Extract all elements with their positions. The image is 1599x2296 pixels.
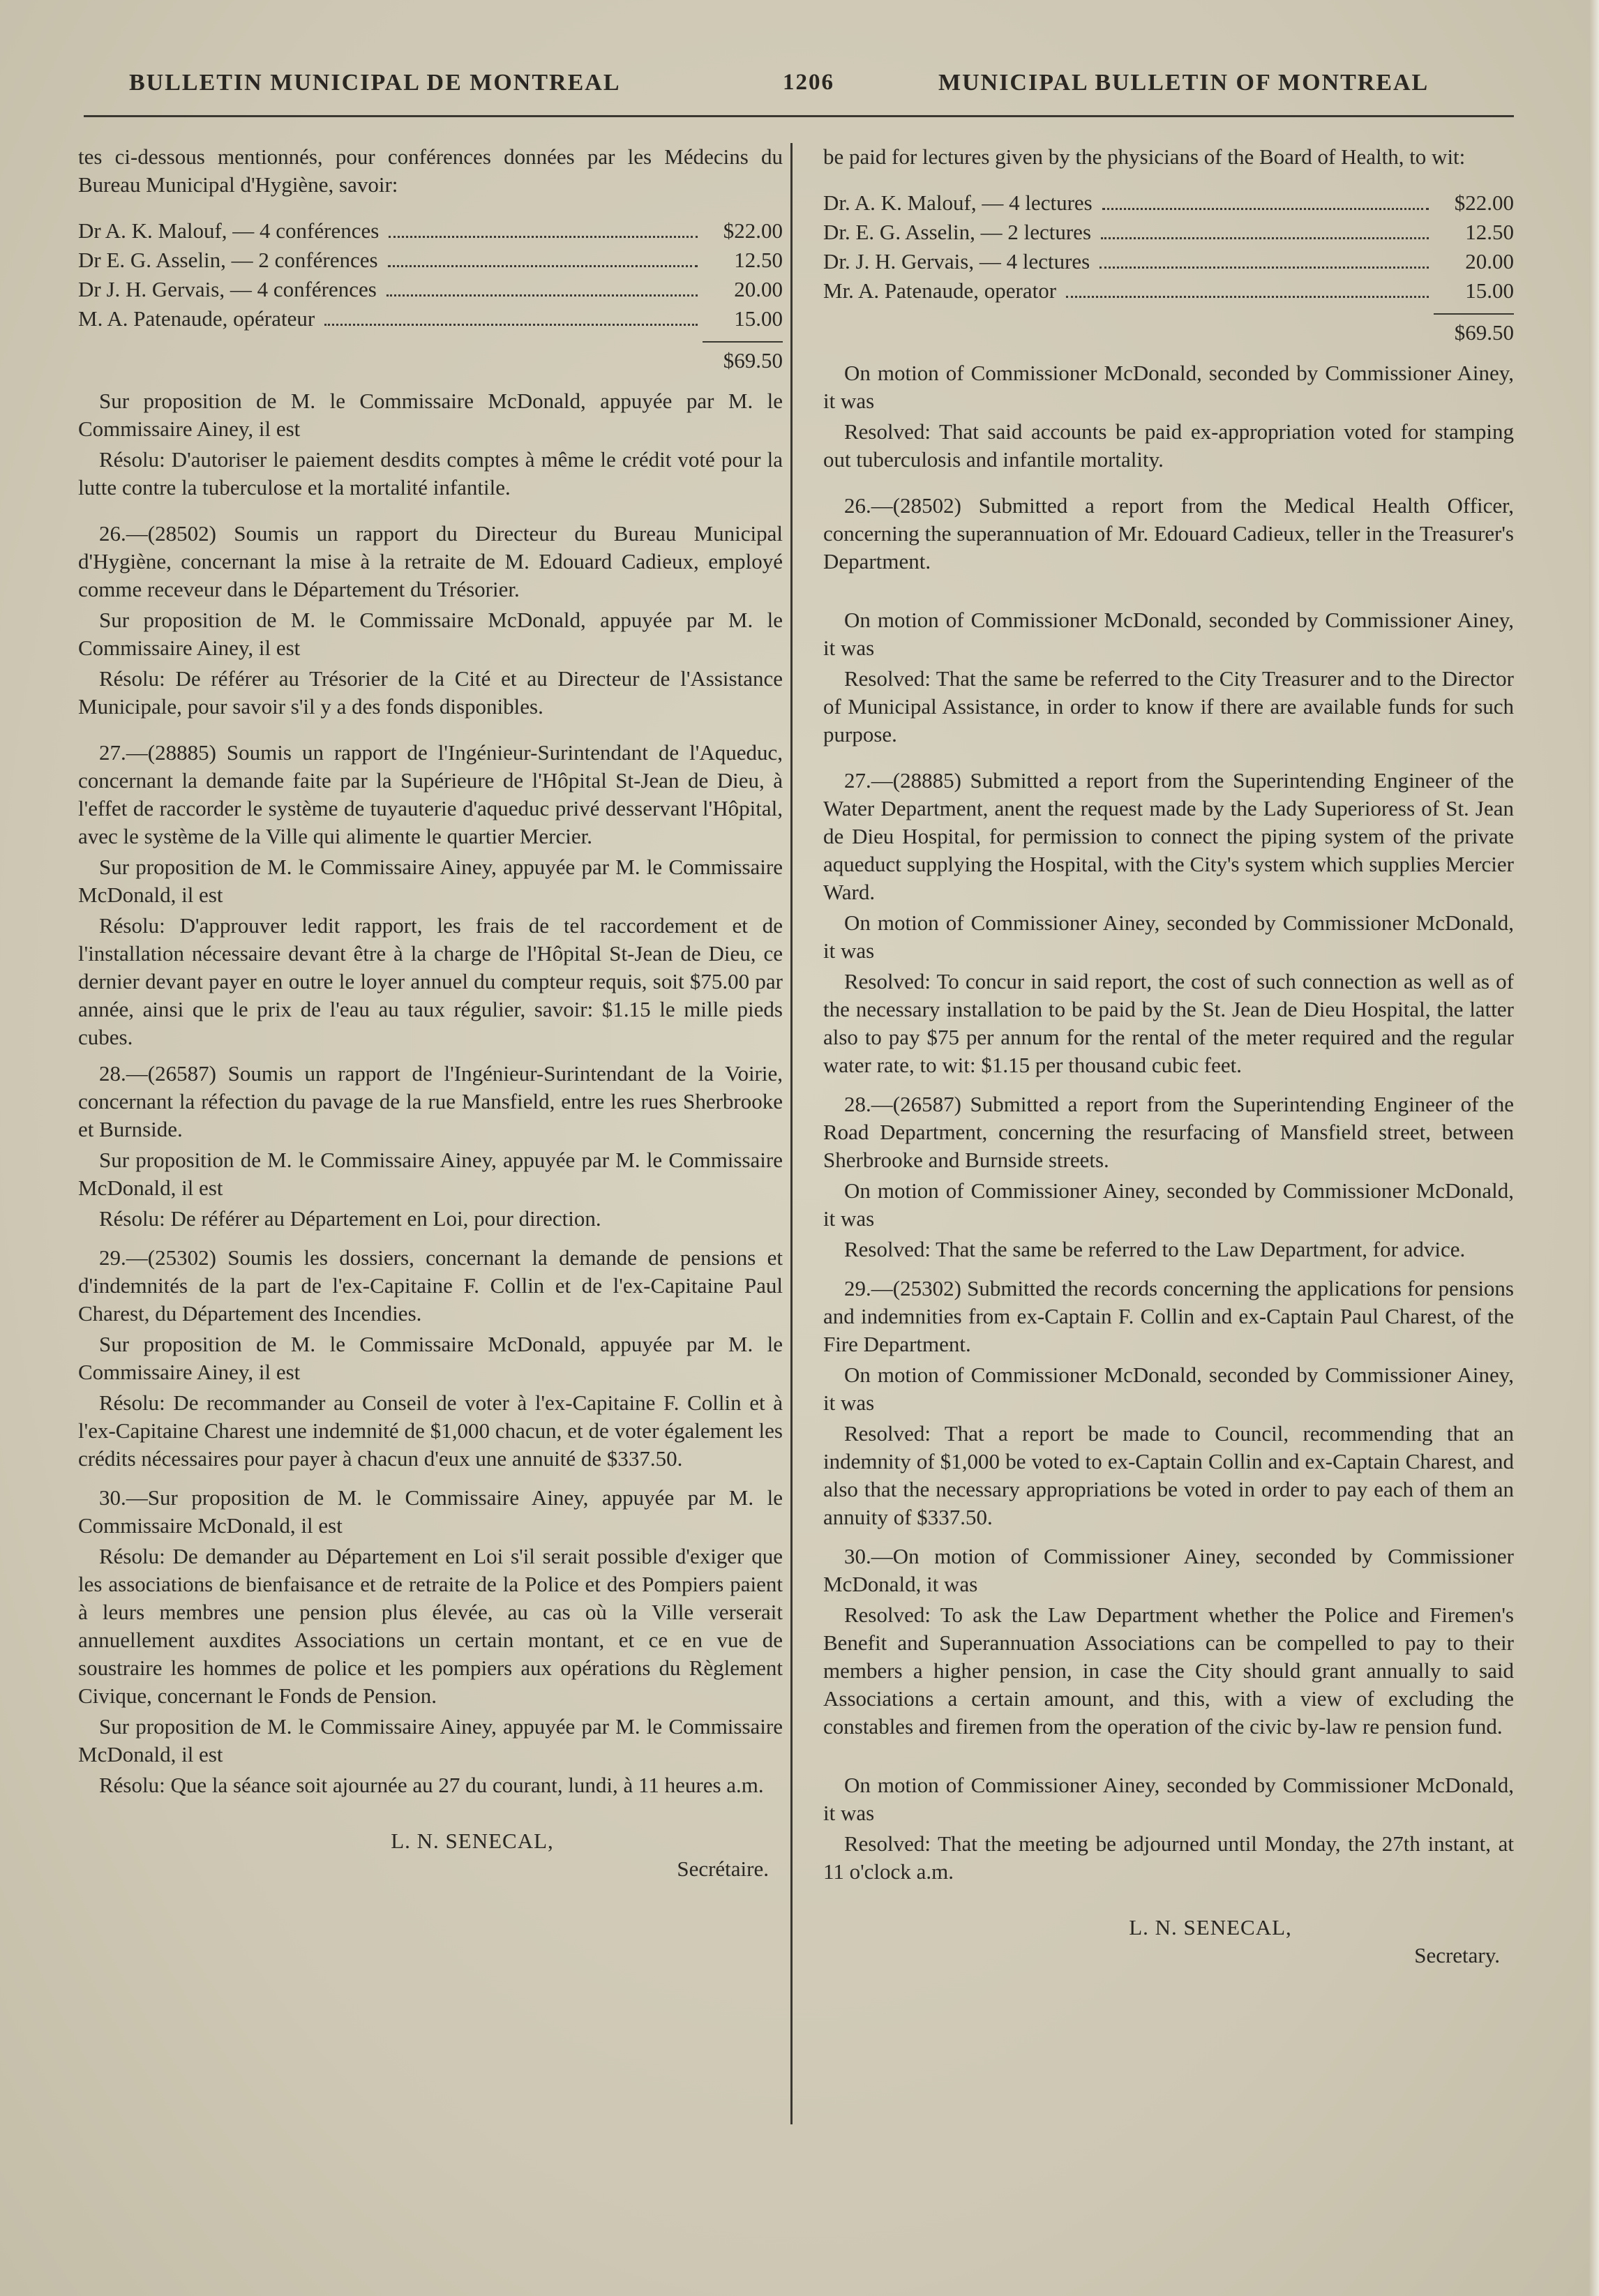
en-fee-amount: 12.50 (1465, 220, 1514, 244)
fr-motion: Sur proposition de M. le Commissaire McDonald, appuyée par M. le Commissaire Ainey, il est (78, 608, 783, 660)
fr-item-29: 29.—(25302) Soumis les dossiers, concernant la demande de pensions et d'indemnités de la part de l'ex-Capitaine F. Collin et de l'ex-Capitaine Paul Charest, du Département des Incendies. (78, 1245, 783, 1326)
leader-dots (1066, 296, 1429, 298)
en-fee-amount: $22.00 (1454, 190, 1514, 215)
leader-dots (386, 294, 698, 297)
fr-item-27: 27.—(28885) Soumis un rapport de l'Ingénieur-Surintendant de l'Aqueduc, concernant la demande faite par la Supérieure de l'Hôpital St-Jean de Dieu, à l'effet de raccorder le système de tuyauterie d'aqueduc privé desservant l'Hôpital, avec le système de la Ville qui alimente le quartier Mercier. (78, 740, 783, 848)
fr-fee-name: Dr E. G. Asselin, — 2 conférences (78, 248, 378, 272)
english-column (823, 143, 1514, 1969)
leader-dots (1099, 267, 1429, 269)
en-item-30: 30.—On motion of Commissioner Ainey, seconded by Commissioner McDonald, it was (823, 1544, 1514, 1596)
en-item-27: 27.—(28885) Submitted a report from the Superintending Engineer of the Water Department, anent the request made by the Lady Superioress of St. Jean de Dieu Hospital, for permission to connect the piping system of the private aqueduct supplying the Hospital, with the City's system which supplies Mercier Ward. (823, 768, 1514, 904)
fr-fee-row (78, 305, 783, 334)
fr-signature (78, 1827, 783, 1883)
secretary-name: L. N. SENECAL, (1129, 1915, 1292, 1939)
en-fee-row (823, 248, 1514, 277)
en-motion: On motion of Commissioner McDonald, seconded by Commissioner Ainey, it was (823, 608, 1514, 660)
fr-resolution: Résolu: De référer au Trésorier de la Cité et au Directeur de l'Assistance Municipale, pour savoir s'il y a des fonds disponibles. (78, 666, 783, 719)
fr-fee-name: Dr J. H. Gervais, — 4 conférences (78, 277, 377, 301)
en-motion: On motion of Commissioner McDonald, seconded by Commissioner Ainey, it was (823, 1363, 1514, 1415)
en-resolution: Resolved: To ask the Law Department whether the Police and Firemen's Benefit and Superannuation Associations can be compelled to pay to their members a higher pension, in case the City should grant annually to said Associations a certain amount, and this, with a view of excluding the constables and firemen from the operation of the civic by-law re pension fund. (823, 1603, 1514, 1739)
header-english-title: MUNICIPAL BULLETIN OF MONTREAL (938, 70, 1429, 96)
fr-fee-amount: $22.00 (723, 218, 783, 243)
fr-resolution: Résolu: De recommander au Conseil de voter à l'ex-Capitaine F. Collin et à l'ex-Capitaine Charest une indemnité de $1,000 chacun, et de voter également les crédits nécessaires pour payer à chacun d'eux une annuité de $337.50. (78, 1390, 783, 1471)
leader-dots (388, 265, 698, 267)
en-resolution: Resolved: That the same be referred to the City Treasurer and to the Director of Municipal Assistance, in order to know if there are available funds for such purpose. (823, 666, 1514, 746)
fr-fee-list (78, 217, 783, 379)
fr-resolution: Résolu: De demander au Département en Loi s'il serait possible d'exiger que les associations de bienfaisance et de retraite de la Police et des Pompiers paient à leurs membres une pension plus élevée, au cas où la Ville verserait annuellement auxdites Associations un certain montant, et ce en vue de soustraire les hommes de police et les pompiers aux opérations du Règlement Civique, concernant le Fonds de Pension. (78, 1544, 783, 1708)
fr-fee-row (78, 217, 783, 246)
fr-fee-amount: 12.50 (734, 248, 783, 272)
en-fee-name: Mr. A. Patenaude, operator (823, 278, 1057, 303)
page-edge (1589, 0, 1599, 2296)
secretary-title: Secretary. (1414, 1943, 1500, 1967)
fr-fee-name: M. A. Patenaude, opérateur (78, 306, 315, 331)
en-fee-name: Dr. E. G. Asselin, — 2 lectures (823, 220, 1092, 244)
en-motion: On motion of Commissioner Ainey, seconded by Commissioner McDonald, it was (823, 1178, 1514, 1231)
fr-item-26: 26.—(28502) Soumis un rapport du Directeur du Bureau Municipal d'Hygiène, concernant la mise à la retraite de M. Edouard Cadieux, employé comme receveur dans le Département du Trésorier. (78, 521, 783, 601)
fr-fee-name: Dr A. K. Malouf, — 4 conférences (78, 218, 380, 243)
secretary-name: L. N. SENECAL, (391, 1829, 554, 1853)
fr-intro: tes ci-dessous mentionnés, pour conférences données par les Médecins du Bureau Municipal d'Hygiène, savoir: (78, 144, 783, 197)
fr-motion: Sur proposition de M. le Commissaire Ainey, appuyée par M. le Commissaire McDonald, il est (78, 855, 783, 907)
secretary-title: Secrétaire. (677, 1856, 769, 1881)
en-fee-amount: 15.00 (1465, 278, 1514, 303)
fr-fee-total: $69.50 (723, 348, 783, 373)
leader-dots (1101, 237, 1429, 239)
en-fee-list (823, 189, 1514, 351)
leader-dots (389, 236, 698, 238)
fr-fee-amount: 15.00 (734, 306, 783, 331)
french-column (78, 143, 783, 1883)
fr-motion: Sur proposition de M. le Commissaire Ainey, appuyée par M. le Commissaire McDonald, il est (78, 1148, 783, 1200)
en-resolution: Resolved: To concur in said report, the cost of such connection as well as of the necessary installation to be paid by the St. Jean de Dieu Hospital, the latter also to pay $75 per annum for the rental of the meter required and the regular water rate, to wit: $1.15 per thousand cubic feet. (823, 969, 1514, 1077)
en-fee-name: Dr. J. H. Gervais, — 4 lectures (823, 249, 1090, 273)
fr-resolution: Résolu: Que la séance soit ajournée au 27 du courant, lundi, à 11 heures a.m. (99, 1773, 764, 1797)
header-french-title: BULLETIN MUNICIPAL DE MONTREAL (129, 70, 621, 96)
fr-motion: Sur proposition de M. le Commissaire McDonald, appuyée par M. le Commissaire Ainey, il est (78, 1332, 783, 1384)
en-fee-row (823, 189, 1514, 218)
header-rule (84, 115, 1514, 117)
en-motion: On motion of Commissioner McDonald, seconded by Commissioner Ainey, it was (823, 361, 1514, 413)
en-signature (823, 1914, 1514, 1969)
en-resolution: Resolved: That the same be referred to the Law Department, for advice. (844, 1237, 1466, 1261)
fr-item-30: 30.—Sur proposition de M. le Commissaire Ainey, appuyée par M. le Commissaire McDonald, il est (78, 1485, 783, 1538)
en-fee-total: $69.50 (1454, 320, 1514, 345)
en-intro: be paid for lectures given by the physicians of the Board of Health, to wit: (823, 144, 1466, 169)
en-resolution: Resolved: That the meeting be adjourned until Monday, the 27th instant, at 11 o'clock a.m. (823, 1831, 1514, 1884)
en-item-28: 28.—(26587) Submitted a report from the Superintending Engineer of the Road Department, concerning the resurfacing of Mansfield street, between Sherbrooke and Burnside streets. (823, 1092, 1514, 1172)
fr-resolution: Résolu: D'autoriser le paiement desdits comptes à même le crédit voté pour la lutte contre la tuberculose et la mortalité infantile. (78, 447, 783, 500)
en-item-29: 29.—(25302) Submitted the records concerning the applications for pensions and indemnities from ex-Captain F. Collin and ex-Captain Paul Charest, of the Fire Department. (823, 1276, 1514, 1356)
en-resolution: Resolved: That said accounts be paid ex-appropriation voted for stamping out tuberculosis and infantile mortality. (823, 419, 1514, 472)
fr-item-28: 28.—(26587) Soumis un rapport de l'Ingénieur-Surintendant de la Voirie, concernant la réfection du pavage de la rue Mansfield, entre les rues Sherbrooke et Burnside. (78, 1061, 783, 1141)
fr-fee-row (78, 246, 783, 276)
en-fee-row (823, 277, 1514, 306)
en-fee-amount: 20.00 (1465, 249, 1514, 273)
fr-fee-amount: 20.00 (734, 277, 783, 301)
en-fee-row (823, 218, 1514, 248)
fr-fee-row (78, 276, 783, 305)
fr-resolution: Résolu: De référer au Département en Loi, pour direction. (99, 1206, 601, 1231)
leader-dots (1102, 208, 1429, 210)
fr-resolution: Résolu: D'approuver ledit rapport, les frais de tel raccordement et de l'installation nécessaire devant être à la charge de l'Hôpital St-Jean de Dieu, ce dernier devant payer en outre le loyer annuel du compteur requis, soit $75.00 par année, ainsi que le prix de l'eau au taux régulier, savoir: $1.15 le mille pieds cubes. (78, 913, 783, 1049)
en-fee-name: Dr. A. K. Malouf, — 4 lectures (823, 190, 1093, 215)
fr-motion: Sur proposition de M. le Commissaire Ainey, appuyée par M. le Commissaire McDonald, il est (78, 1714, 783, 1766)
en-motion: On motion of Commissioner Ainey, seconded by Commissioner McDonald, it was (823, 1773, 1514, 1825)
column-divider (790, 143, 793, 2124)
page-number: 1206 (783, 70, 834, 95)
leader-dots (324, 324, 698, 326)
en-resolution: Resolved: That a report be made to Council, recommending that an indemnity of $1,000 be voted to ex-Captain Collin and ex-Captain Charest, and also that the necessary appropriations be voted in order to pay each of them an annuity of $337.50. (823, 1421, 1514, 1529)
fr-motion: Sur proposition de M. le Commissaire McDonald, appuyée par M. le Commissaire Ainey, il est (78, 389, 783, 441)
en-item-26: 26.—(28502) Submitted a report from the Medical Health Officer, concerning the superannuation of Mr. Edouard Cadieux, teller in the Treasurer's Department. (823, 493, 1514, 573)
en-motion: On motion of Commissioner Ainey, seconded by Commissioner McDonald, it was (823, 910, 1514, 963)
